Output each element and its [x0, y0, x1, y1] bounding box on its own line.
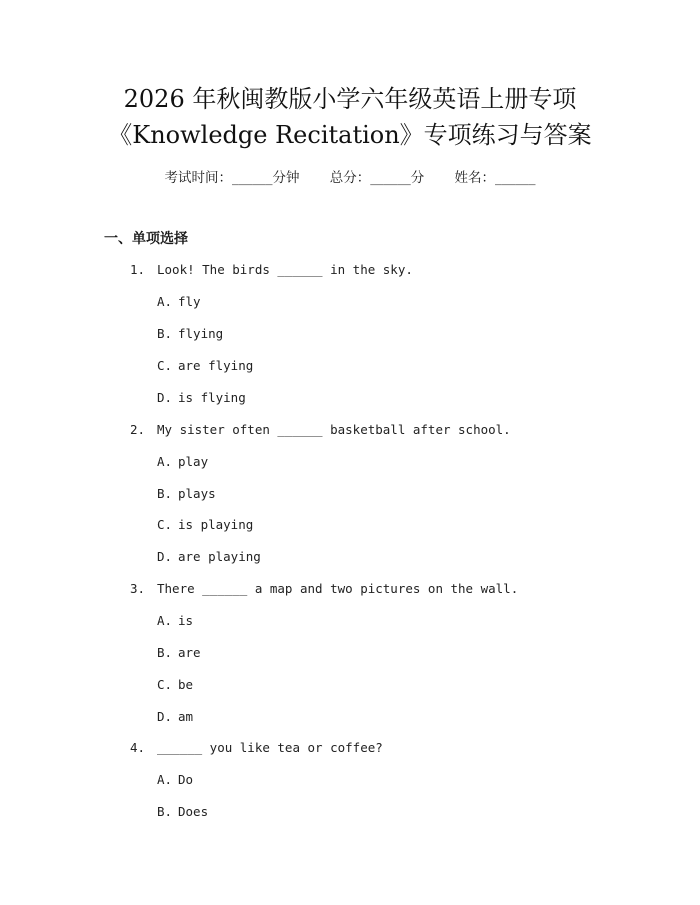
question-number: 3.	[130, 581, 146, 596]
answer-option	[157, 644, 201, 662]
document-title-line-1: 2026 年秋闽教版小学六年级英语上册专项	[123, 85, 577, 113]
option-letter: D.	[157, 549, 173, 564]
question-text: ______ you like tea or coffee?	[157, 740, 383, 755]
option-letter: A.	[157, 294, 173, 309]
answer-option	[157, 803, 208, 821]
answer-option	[157, 771, 193, 789]
option-text: is playing	[178, 517, 254, 532]
option-letter: A.	[157, 772, 173, 787]
answer-option	[157, 708, 193, 726]
answer-option	[157, 485, 216, 503]
section-heading: 一、单项选择	[104, 231, 188, 247]
answer-option	[157, 612, 193, 630]
question-number: 2.	[130, 422, 146, 437]
total-score-field: 总分：______分	[329, 170, 425, 186]
answer-option	[157, 676, 193, 694]
student-name-field: 姓名：______	[454, 170, 536, 186]
option-letter: B.	[157, 486, 173, 501]
answer-option	[157, 293, 201, 311]
question-text: There ______ a map and two pictures on the wall.	[157, 581, 519, 596]
option-letter: D.	[157, 709, 173, 724]
question-text: My sister often ______ basketball after school.	[157, 422, 511, 437]
option-text: are	[178, 645, 201, 660]
option-text: flying	[178, 326, 224, 341]
question-number: 4.	[130, 740, 146, 755]
option-letter: A.	[157, 613, 173, 628]
answer-option	[157, 516, 253, 534]
option-letter: C.	[157, 358, 173, 373]
option-text: Do	[178, 772, 194, 787]
question-number: 1.	[130, 262, 146, 277]
option-letter: C.	[157, 677, 173, 692]
option-letter: B.	[157, 645, 173, 660]
option-text: is	[178, 613, 194, 628]
option-text: play	[178, 454, 209, 469]
answer-option	[157, 357, 253, 375]
answer-option	[157, 325, 223, 343]
option-text: am	[178, 709, 194, 724]
exam-meta-row	[0, 168, 700, 188]
option-letter: B.	[157, 804, 173, 819]
option-letter: D.	[157, 390, 173, 405]
document-title-line-2: 《Knowledge Recitation》专项练习与答案	[108, 121, 592, 149]
question-text: Look! The birds ______ in the sky.	[157, 262, 413, 277]
option-text: fly	[178, 294, 201, 309]
option-text: plays	[178, 486, 216, 501]
option-text: are flying	[178, 358, 254, 373]
option-text: Does	[178, 804, 209, 819]
option-text: is flying	[178, 390, 246, 405]
option-letter: A.	[157, 454, 173, 469]
exam-time-field: 考试时间：______分钟	[164, 170, 300, 186]
option-text: are playing	[178, 549, 261, 564]
answer-option	[157, 389, 246, 407]
option-text: be	[178, 677, 194, 692]
option-letter: C.	[157, 517, 173, 532]
answer-option	[157, 453, 208, 471]
answer-option	[157, 548, 261, 566]
option-letter: B.	[157, 326, 173, 341]
